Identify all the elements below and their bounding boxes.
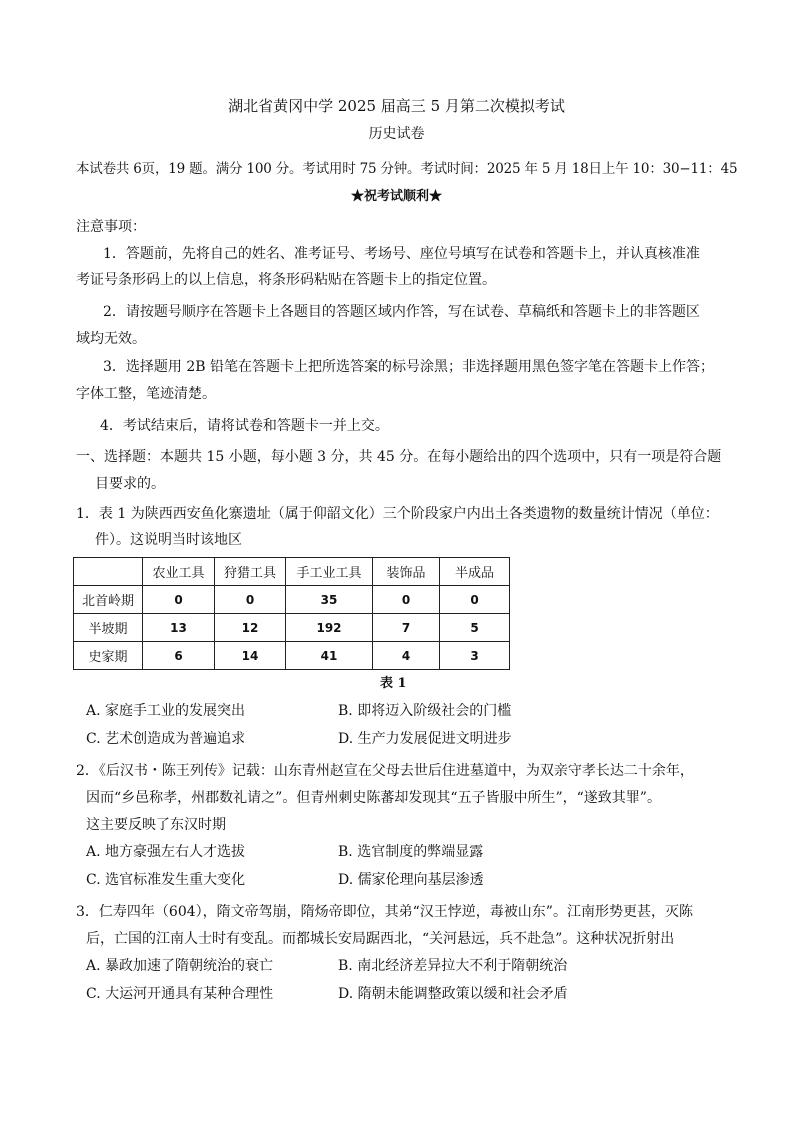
question-2-line-2: 因而“乡邑称孝，州郡数礼请之”。但青州刺史陈蕃却发现其“五子皆服中所生”，“遂致其罪”。 bbox=[86, 790, 661, 806]
table-header-cell: 农业工具 bbox=[143, 558, 215, 586]
table-header-cell: 手工业工具 bbox=[286, 558, 373, 586]
section-1-line-1: 一、选择题：本题共 15 小题，每小题 3 分，共 45 分。在每小题给出的四个选项中，只有一项是符合题 bbox=[76, 449, 722, 465]
note-1-line-2: 考证号条形码上的以上信息，将条形码粘贴在答题卡上的指定位置。 bbox=[76, 272, 496, 288]
table-cell: 5 bbox=[440, 614, 510, 642]
table-row-label: 半坡期 bbox=[74, 614, 143, 642]
section-1-line-2: 目要求的。 bbox=[95, 476, 165, 492]
table-row bbox=[74, 614, 510, 642]
exam-info: 本试卷共 6页，19 题。满分 100 分。考试用时 75 分钟。考试时间：2025 年 5 月 18日上午 10：30−11：45 bbox=[76, 161, 738, 177]
table-cell: 14 bbox=[215, 642, 286, 670]
relics-table bbox=[73, 557, 510, 670]
note-3-line-1: 3．选择题用 2B 铅笔在答题卡上把所选答案的标号涂黑；非选择题用黑色签字笔在答题卡上作答； bbox=[103, 359, 715, 375]
table-cell: 13 bbox=[143, 614, 215, 642]
table-cell: 0 bbox=[440, 586, 510, 614]
table-cell: 41 bbox=[286, 642, 373, 670]
table-cell: 35 bbox=[286, 586, 373, 614]
table-header-cell: 半成品 bbox=[440, 558, 510, 586]
table-cell: 0 bbox=[373, 586, 440, 614]
question-1-option-b: B. 即将迈入阶级社会的门槛 bbox=[338, 703, 512, 719]
note-3-line-2: 字体工整，笔迹清楚。 bbox=[76, 386, 216, 402]
question-1-line-1: 1．表 1 为陕西西安鱼化寨遗址（属于仰韶文化）三个阶段家户内出土各类遗物的数量统计情况（单位： bbox=[76, 506, 719, 522]
question-3-option-c: C. 大运河开通具有某种合理性 bbox=[86, 986, 274, 1002]
table-caption: 表 1 bbox=[380, 676, 407, 691]
note-2-line-2: 域均无效。 bbox=[76, 331, 146, 347]
note-2-line-1: 2．请按题号顺序在答题卡上各题目的答题区域内作答，写在试卷、草稿纸和答题卡上的非答题区 bbox=[103, 304, 700, 320]
exam-wish: ★祝考试顺利★ bbox=[350, 189, 442, 204]
question-1-option-a: A. 家庭手工业的发展突出 bbox=[86, 703, 246, 719]
question-2-option-d: D. 儒家伦理向基层渗透 bbox=[338, 872, 484, 888]
table-header-row bbox=[74, 558, 510, 586]
table-cell: 192 bbox=[286, 614, 373, 642]
table-header-cell: 装饰品 bbox=[373, 558, 440, 586]
question-2-option-c: C. 选官标准发生重大变化 bbox=[86, 872, 246, 888]
notes-heading: 注意事项： bbox=[76, 219, 146, 235]
question-2-option-a: A. 地方豪强左右人才选拔 bbox=[86, 844, 246, 860]
note-4: 4．考试结束后，请将试卷和答题卡一并上交。 bbox=[100, 418, 389, 434]
table-row bbox=[74, 586, 510, 614]
question-3-option-a: A. 暴政加速了隋朝统治的衰亡 bbox=[86, 958, 274, 974]
question-2-option-b: B. 选官制度的弊端显露 bbox=[338, 844, 484, 860]
question-2-line-3: 这主要反映了东汉时期 bbox=[86, 817, 226, 833]
question-3-option-d: D. 隋朝未能调整政策以缓和社会矛盾 bbox=[338, 986, 568, 1002]
table-cell: 12 bbox=[215, 614, 286, 642]
table-row bbox=[74, 642, 510, 670]
table-header-cell bbox=[74, 558, 143, 586]
exam-title: 湖北省黄冈中学 2025 届高三 5 月第二次模拟考试 bbox=[228, 97, 565, 115]
question-3-line-2: 后，亡国的江南人士时有变乱。而都城长安局踞西北，“关河悬远，兵不赴急”。这种状况折射出 bbox=[86, 931, 675, 947]
question-2-line-1: 2．《后汉书・陈王列传》记载：山东青州赵宣在父母去世后住进墓道中，为双亲守孝长达二十余年， bbox=[76, 763, 694, 779]
question-3-option-b: B. 南北经济差异拉大不利于隋朝统治 bbox=[338, 958, 568, 974]
table-row-label: 北首岭期 bbox=[74, 586, 143, 614]
note-1-line-1: 1．答题前，先将自己的姓名、准考证号、考场号、座位号填写在试卷和答题卡上，并认真核准准 bbox=[103, 246, 700, 262]
table-cell: 3 bbox=[440, 642, 510, 670]
table-cell: 0 bbox=[143, 586, 215, 614]
table-cell: 6 bbox=[143, 642, 215, 670]
table-cell: 0 bbox=[215, 586, 286, 614]
table-cell: 4 bbox=[373, 642, 440, 670]
exam-subtitle: 历史试卷 bbox=[368, 126, 425, 142]
question-1-line-2: 件）。这说明当时该地区 bbox=[95, 532, 242, 548]
question-1-option-d: D. 生产力发展促进文明进步 bbox=[338, 731, 512, 747]
question-3-line-1: 3．仁寿四年（604），隋文帝驾崩，隋炀帝即位，其弟“汉王悖逆，毒被山东”。江南形势更甚，灭陈 bbox=[76, 904, 693, 920]
table-row-label: 史家期 bbox=[74, 642, 143, 670]
table-header-cell: 狩猎工具 bbox=[215, 558, 286, 586]
question-1-option-c: C. 艺术创造成为普遍追求 bbox=[86, 731, 246, 747]
table-cell: 7 bbox=[373, 614, 440, 642]
